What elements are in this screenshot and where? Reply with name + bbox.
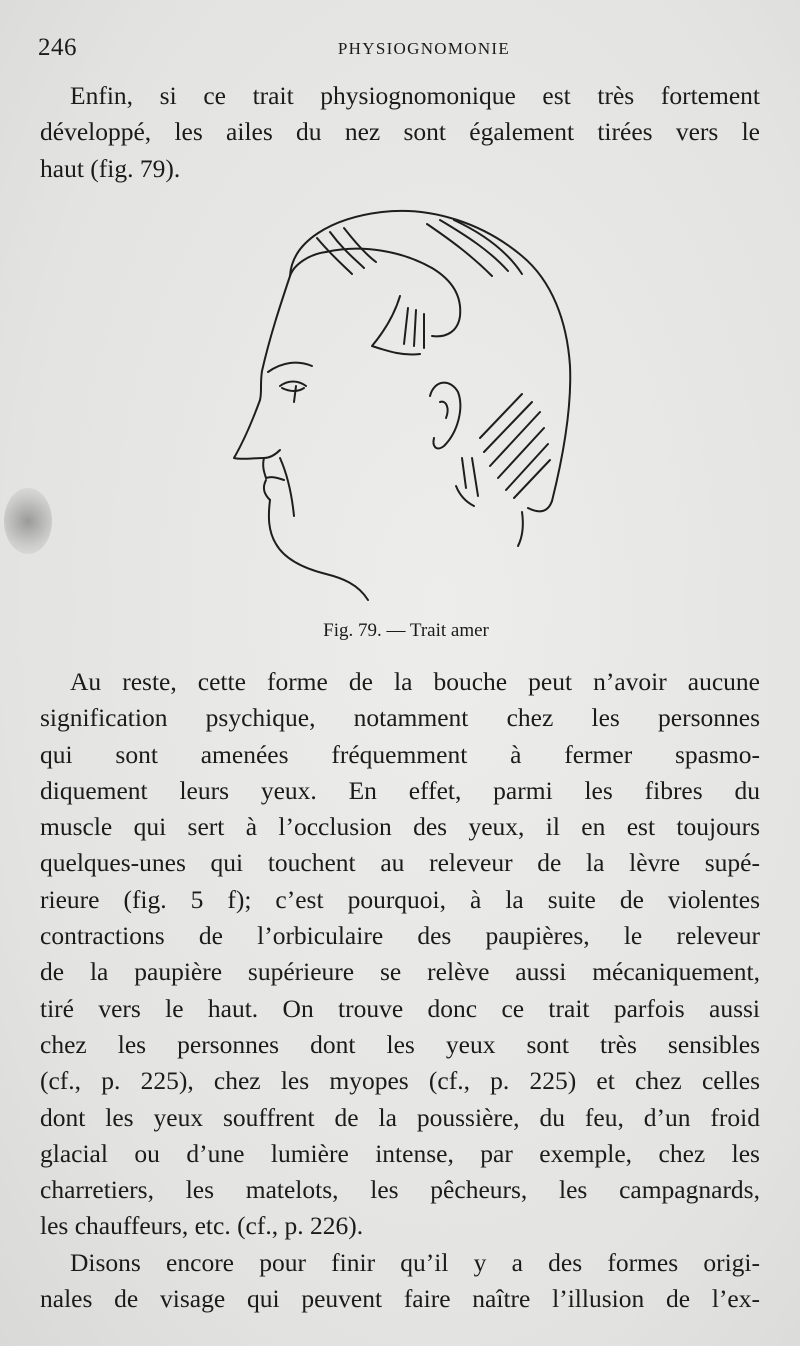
running-head <box>38 34 760 64</box>
text-line: Enfin, si ce trait physiognomonique est très fortement <box>70 81 760 110</box>
text-line: développé, les ailes du nez sont également tirées vers le <box>40 117 760 147</box>
text-line: haut (fig. 79). <box>40 153 181 183</box>
profile-head-drawing <box>222 196 582 604</box>
paragraph-3 <box>40 1245 760 1318</box>
figure-illustration <box>222 196 582 604</box>
text-line: Au reste, cette forme de la bouche peut n’avoir aucune <box>70 667 760 696</box>
paragraph-1 <box>40 78 760 187</box>
text-line: chez les personnes dont les yeux sont très sensibles <box>40 1029 760 1059</box>
text-line: nales de visage qui peuvent faire naître l’illusion de l’ex- <box>40 1284 760 1314</box>
text-line: rieure (fig. 5 f); c’est pourquoi, à la suite de violentes <box>40 884 760 914</box>
text-line: quelques-unes qui touchent au releveur de la lèvre supé- <box>40 848 760 878</box>
ink-smudge <box>4 488 52 554</box>
text-line: Disons encore pour finir qu’il y a des formes origi- <box>70 1248 760 1277</box>
text-line: charretiers, les matelots, les pêcheurs, les campagnards, <box>40 1175 760 1205</box>
text-line: diquement leurs yeux. En effet, parmi les fibres du <box>40 775 760 805</box>
page-number: 246 <box>38 34 77 61</box>
text-line: dont les yeux souffrent de la poussière, du feu, d’un froid <box>40 1102 760 1132</box>
text-line: contractions de l’orbiculaire des paupières, le releveur <box>40 921 760 951</box>
text-line: de la paupière supérieure se relève aussi mécaniquement, <box>40 957 760 987</box>
text-line: les chauffeurs, etc. (cf., p. 226). <box>40 1211 364 1241</box>
text-line: (cf., p. 225), chez les myopes (cf., p. 225) et chez celles <box>40 1066 760 1096</box>
text-line: muscle qui sert à l’occlusion des yeux, il en est toujours <box>40 812 760 842</box>
text-line: signification psychique, notamment chez les personnes <box>40 703 760 733</box>
figure-caption: Fig. 79. — Trait amer <box>323 620 489 641</box>
paragraph-2 <box>40 664 760 1245</box>
text-line: tiré vers le haut. On trouve donc ce trait parfois aussi <box>40 993 760 1023</box>
text-line: glacial ou d’une lumière intense, par exemple, chez les <box>40 1138 760 1168</box>
running-title: PHYSIOGNOMONIE <box>337 39 511 58</box>
text-line: qui sont amenées fréquemment à fermer spasmo- <box>40 739 760 769</box>
